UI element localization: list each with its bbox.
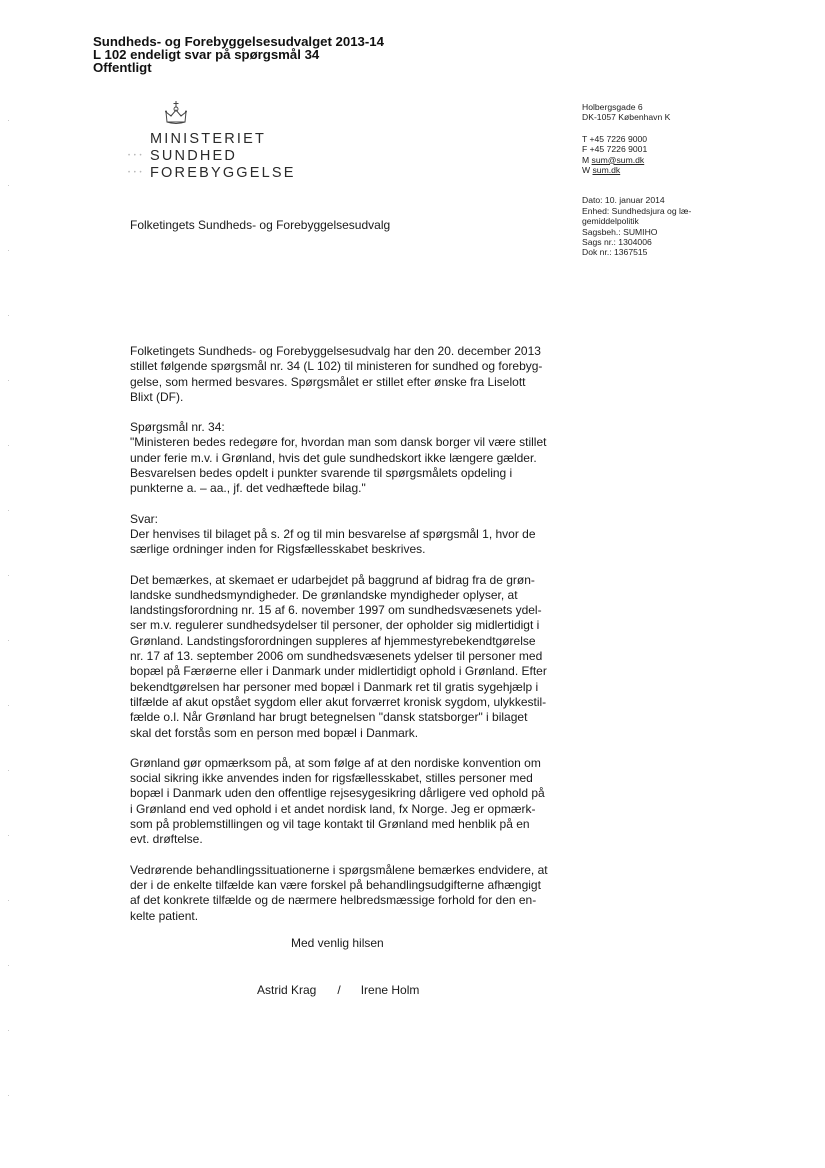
crown-icon bbox=[164, 100, 188, 128]
scan-dot bbox=[8, 510, 9, 511]
committee-title: Sundheds- og Forebyggelsesudvalget 2013-14 bbox=[93, 34, 384, 49]
scan-dot bbox=[8, 900, 9, 901]
ministry-logo: MINISTERIET • • • SUNDHED • • • FOREBYGGELSE bbox=[128, 100, 288, 182]
scan-dot bbox=[8, 705, 9, 706]
scan-dot bbox=[8, 965, 9, 966]
scan-dot bbox=[8, 575, 9, 576]
logo-line-forebyggelse: FOREBYGGELSE bbox=[150, 164, 296, 181]
signatory-minister: Astrid Krag bbox=[257, 983, 317, 997]
scan-dot bbox=[8, 185, 9, 186]
fax-number: F +45 7226 9001 bbox=[582, 144, 648, 155]
scan-margin-marks bbox=[8, 0, 12, 1168]
logo-line-sundhed: SUNDHED bbox=[150, 147, 238, 164]
document-number: Dok nr.: 1367515 bbox=[582, 247, 648, 258]
answer-reference: L 102 endeligt svar på spørgsmål 34 bbox=[93, 47, 320, 62]
letter-date: Dato: 10. januar 2014 bbox=[582, 195, 665, 206]
scan-dot bbox=[8, 770, 9, 771]
email-line: M sum@sum.dk bbox=[582, 154, 645, 165]
web-link[interactable]: sum.dk bbox=[592, 165, 621, 176]
signatory-official: Irene Holm bbox=[360, 983, 420, 997]
scan-dot bbox=[8, 315, 9, 316]
address-city: DK-1057 København K bbox=[582, 112, 671, 123]
ministry-contact-block bbox=[582, 102, 691, 258]
address-street: Holbergsgade 6 bbox=[582, 102, 643, 112]
scan-dot bbox=[8, 120, 9, 121]
unit-line-1: Enhed: Sundhedsjura og læ- bbox=[582, 205, 692, 216]
intro-paragraph: Folketingets Sundheds- og Forebyggelsesudvalg har den 20. december 2013 stillet følgende spørgsmål nr. 34 (L 102) til ministeren for sundhed og forebyg- gelse, som hermed besvares. Spørgsmålet er stillet efter ønske fra Liselott Blixt (DF). bbox=[130, 344, 543, 404]
question-paragraph: Spørgsmål nr. 34: "Ministeren bedes redegøre for, hvordan man som dansk borger vil være stillet under ferie m.v. i Grønland, hvis det gule sundhedskort ikke længere gælder. Besvarelsen bedes opdelt i punkter svarende til spørgsmålets opdeling i punkterne a. – aa., jf. det vedhæftede bilag." bbox=[130, 420, 547, 496]
scan-dot bbox=[8, 640, 9, 641]
greenland-rules-paragraph: Det bemærkes, at skemaet er udarbejdet på baggrund af bidrag fra de grøn- landske sundhedsmyndigheder. De grønlandske myndigheder oplyser, at landstingsforordning nr. 15 af 6. november 1997 om sundhedsvæsenets ydel- ser m.v. regulerer sundhedsydelser til personer, der opholder sig midlertidigt i Grønland. Landstingsforordningen suppleres af hjemmestyrebekendtgørelse nr. 17 af 13. september 2006 om sundhedsvæsenets ydelser til personer med bopæl på Færøerne eller i Danmark under midlertidigt ophold i Grønland. Efter bekendtgørelsen har personer med bopæl i Danmark ret til gratis sygehjælp i tilfælde af akut opstået sygdom eller akut forværret kronisk sygdom, ulykkestil- fælde o.l. Når Grønland har brugt betegnelsen "dansk statsborger" i bilaget skal det forstås som en person med bopæl i Danmark. bbox=[130, 572, 547, 740]
letter-body bbox=[130, 344, 550, 939]
phone-number: T +45 7226 9000 bbox=[582, 133, 648, 144]
case-number: Sags nr.: 1304006 bbox=[582, 237, 652, 248]
scan-dot bbox=[8, 1030, 9, 1031]
case-handler: Sagsbeh.: SUMIHO bbox=[582, 226, 658, 237]
public-status: Offentligt bbox=[93, 60, 152, 75]
signature-separator: / bbox=[337, 983, 341, 997]
nordic-convention-paragraph: Grønland gør opmærksom på, at som følge af at den nordiske konvention om social sikring ikke anvendes inden for rigsfællesskabet, stilles personer med bopæl i Danmark uden den offentlige rejsesygesikring dårligere ved ophold på i Grønland end ved ophold i et andet nordisk land, fx Norge. Jeg er opmærk- som på problemstillingen og vil tage kontakt til Grønland med henblik på en evt. drøftelse. bbox=[130, 755, 545, 847]
email-link[interactable]: sum@sum.dk bbox=[591, 154, 645, 165]
signature-block bbox=[257, 983, 419, 997]
scan-dot bbox=[8, 445, 9, 446]
scan-dot bbox=[8, 1095, 9, 1096]
recipient: Folketingets Sundheds- og Forebyggelsesudvalg bbox=[130, 218, 391, 232]
answer-paragraph: Svar: Der henvises til bilaget på s. 2f og til min besvarelse af spørgsmål 1, hvor de særlige ordninger inden for Rigsfællesskabet beskrives. bbox=[130, 511, 536, 557]
closing-greeting: Med venlig hilsen bbox=[291, 936, 384, 950]
treatment-cost-paragraph: Vedrørende behandlingssituationerne i spørgsmålene bemærkes endvidere, at der i de enkelte tilfælde kan være forskel på behandlingsudgifterne afhængigt af det konkrete tilfælde og de nærmere helbredsmæssige forhold for den en- kelte patient. bbox=[130, 862, 548, 923]
scan-dot bbox=[8, 380, 9, 381]
scan-dot bbox=[8, 250, 9, 251]
web-line: W sum.dk bbox=[582, 165, 621, 176]
logo-line-ministeriet: MINISTERIET bbox=[150, 130, 267, 147]
document-header bbox=[93, 35, 384, 74]
unit-line-2: gemiddelpolitik bbox=[582, 216, 639, 227]
scan-dot bbox=[8, 835, 9, 836]
